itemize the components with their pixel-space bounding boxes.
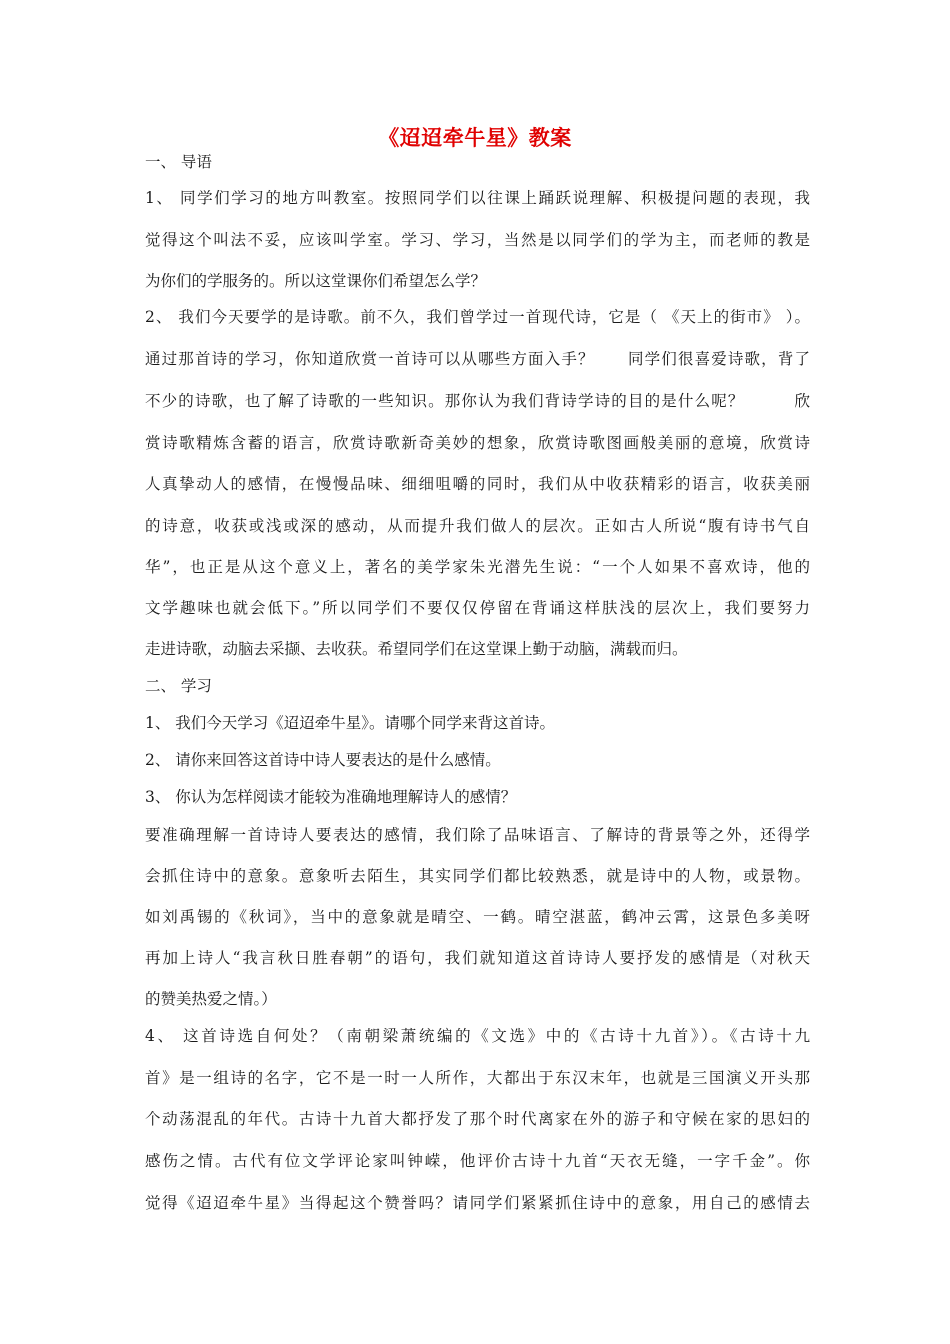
text-line: 如刘禹锡的《秋词》，当中的意象就是晴空、一鹤。晴空湛蓝，鹤冲云霄，这景色多美呀	[145, 908, 810, 926]
text-line: 觉得《迢迢牵牛星》当得起这个赞誉吗？请同学们紧紧抓住诗中的意象，用自己的感情去	[145, 1194, 810, 1212]
text-line: 的赞美热爱之情。）	[145, 990, 277, 1008]
document-title: 《迢迢牵牛星》教案	[378, 125, 572, 150]
text-line: 1、 同学们学习的地方叫教室。按照同学们以往课上踊跃说理解、积极提问题的表现，我	[145, 189, 810, 207]
text-line: 不少的诗歌，也了解了诗歌的一些知识。那你认为我们背诗学诗的目的是什么呢？ 欣	[145, 392, 810, 410]
text-line: 会抓住诗中的意象。意象听去陌生，其实同学们都比较熟悉，就是诗中的人物，或景物。	[145, 867, 810, 885]
text-line: 4、 这首诗选自何处？（南朝梁萧统编的《文选》中的《古诗十九首》）。《古诗十九	[145, 1027, 810, 1045]
text-line: 通过那首诗的学习，你知道欣赏一首诗可以从哪些方面入手？ 同学们很喜爱诗歌，背了	[145, 350, 810, 368]
text-line: 人真挚动人的感情，在慢慢品味、细细咀嚼的同时，我们从中收获精彩的语言，收获美丽	[145, 475, 810, 493]
text-line: 2、 我们今天要学的是诗歌。前不久，我们曾学过一首现代诗，它是（ 《天上的街市》 ）。	[145, 308, 810, 326]
text-line: 个动荡混乱的年代。古诗十九首大都抒发了那个时代离家在外的游子和守候在家的思妇的	[145, 1110, 810, 1128]
text-line: 为你们的学服务的。所以这堂课你们希望怎么学？	[145, 272, 487, 290]
text-line: 2、 请你来回答这首诗中诗人要表达的是什么感情。	[145, 751, 501, 769]
text-line: 要准确理解一首诗诗人要表达的感情，我们除了品味语言、了解诗的背景等之外，还得学	[145, 826, 810, 844]
text-line: 的诗意，收获或浅或深的感动，从而提升我们做人的层次。正如古人所说“腹有诗书气自	[145, 517, 810, 535]
text-line: 1、 我们今天学习《迢迢牵牛星》。请哪个同学来背这首诗。	[145, 714, 556, 732]
text-line: 一、 导语	[145, 153, 212, 171]
text-line: 文学趣味也就会低下。”所以同学们不要仅仅停留在背诵这样肤浅的层次上，我们要努力	[145, 599, 810, 617]
text-line: 首》是一组诗的名字，它不是一时一人所作，大都出于东汉末年，也就是三国演义开头那	[145, 1069, 810, 1087]
text-line: 华”，也正是从这个意义上，著名的美学家朱光潜先生说：“一个人如果不喜欢诗，他的	[145, 558, 810, 576]
text-line: 感伤之情。古代有位文学评论家叫钟嵘，他评价古诗十九首“天衣无缝，一字千金”。你	[145, 1152, 810, 1170]
text-line: 走进诗歌，动脑去采撷、去收获。希望同学们在这堂课上勤于动脑，满载而归。	[145, 640, 688, 658]
text-line: 二、 学习	[145, 677, 212, 695]
text-line: 3、 你认为怎样阅读才能较为准确地理解诗人的感情？	[145, 788, 517, 806]
text-line: 赏诗歌精炼含蓄的语言，欣赏诗歌新奇美妙的想象，欣赏诗歌图画般美丽的意境，欣赏诗	[145, 434, 810, 452]
text-line: 觉得这个叫法不妥，应该叫学室。学习、学习，当然是以同学们的学为主，而老师的教是	[145, 231, 810, 249]
text-line: 再加上诗人“我言秋日胜春朝”的语句，我们就知道这首诗诗人要抒发的感情是（对秋天	[145, 949, 810, 967]
